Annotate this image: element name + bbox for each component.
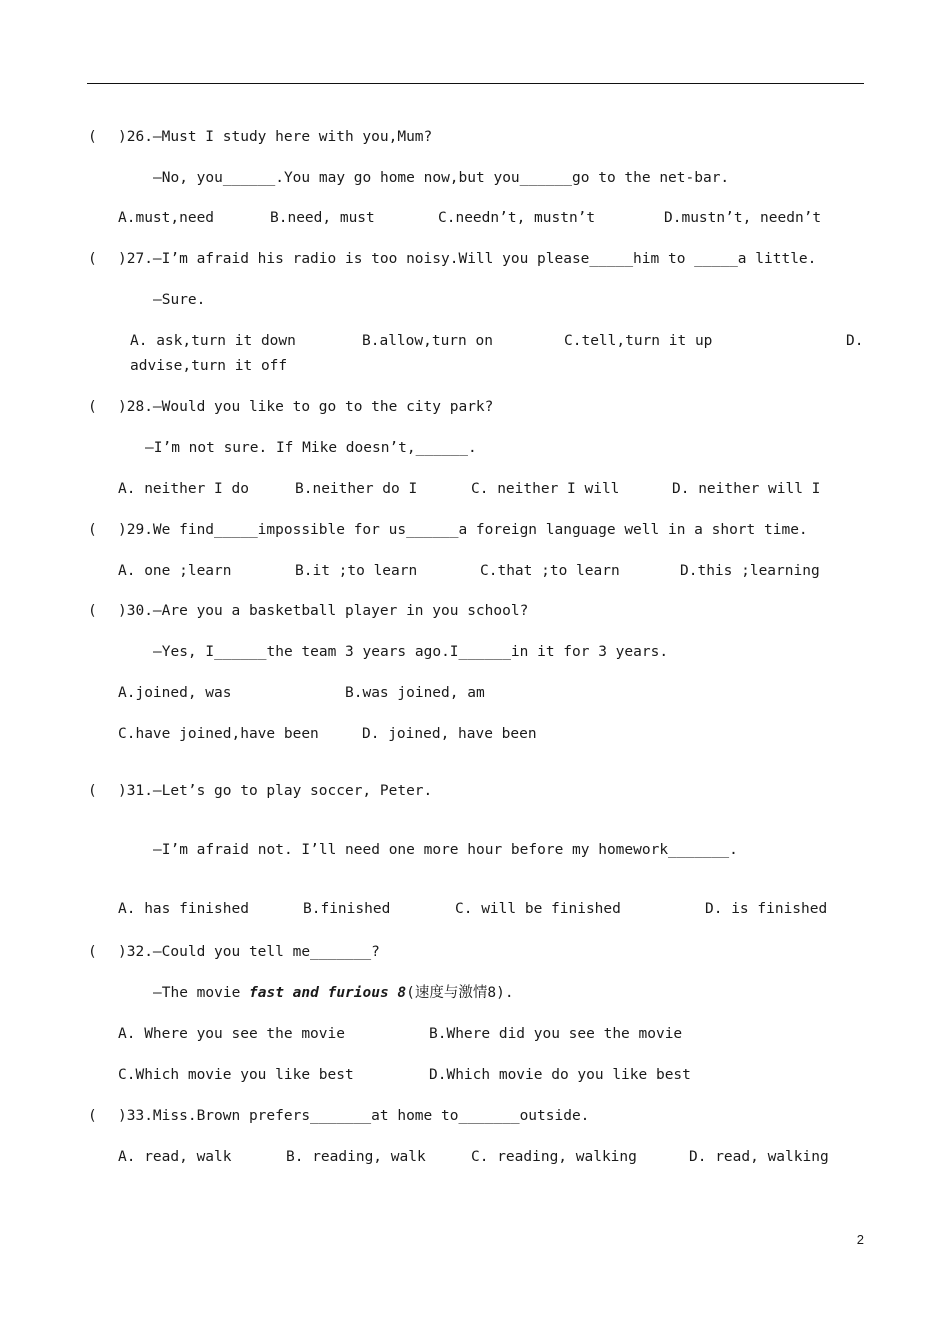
question-reply: —No, you______.You may go home now,but you______go to the net-bar. (153, 170, 730, 186)
answer-paren[interactable]: ( (88, 129, 97, 145)
option-a: A.must,need (118, 210, 215, 226)
question-stem: )33.Miss.Brown prefers_______at home to_______outside. (118, 1108, 590, 1124)
answer-paren[interactable]: ( (88, 1108, 97, 1124)
question-reply: —Sure. (153, 292, 206, 308)
question-stem: )32.—Could you tell me_______? (118, 944, 380, 960)
option-b: B.need, must (270, 210, 375, 226)
option-d: D.Which movie do you like best (429, 1067, 691, 1083)
option-c: C.that ;to learn (480, 563, 620, 579)
answer-paren[interactable]: ( (88, 522, 97, 538)
option-a: A. neither I do (118, 481, 249, 497)
question-stem: )30.—Are you a basketball player in you school? (118, 603, 529, 619)
option-c: C.Which movie you like best (118, 1067, 354, 1083)
question-stem: )26.—Must I study here with you,Mum? (118, 129, 433, 145)
option-b: B.allow,turn on (362, 333, 493, 349)
option-b: B.Where did you see the movie (429, 1026, 683, 1042)
answer-paren[interactable]: ( (88, 783, 97, 799)
option-a: A. ask,turn it down (130, 333, 296, 349)
reply-suffix: (速度与激情8). (406, 985, 514, 1001)
option-c: C.needn’t, mustn’t (438, 210, 596, 226)
option-d: D.mustn’t, needn’t (664, 210, 822, 226)
movie-title: fast and furious 8 (249, 985, 407, 1001)
question-stem: )28.—Would you like to go to the city park? (118, 399, 494, 415)
page-number: 2 (856, 1232, 864, 1247)
option-a: A. has finished (118, 901, 249, 917)
question-stem: )31.—Let’s go to play soccer, Peter. (118, 783, 433, 799)
question-reply (153, 984, 514, 1002)
option-c: C. reading, walking (471, 1149, 637, 1165)
reply-prefix: —The movie (153, 985, 250, 1001)
option-b: B.neither do I (295, 481, 418, 497)
question-reply: —Yes, I______the team 3 years ago.I______in it for 3 years. (153, 644, 669, 660)
answer-paren[interactable]: ( (88, 399, 97, 415)
option-b: B.it ;to learn (295, 563, 418, 579)
option-c: C.tell,turn it up (564, 333, 713, 349)
option-b: B.finished (303, 901, 391, 917)
option-a: A.joined, was (118, 685, 232, 701)
question-reply: —I’m not sure. If Mike doesn’t,______. (145, 440, 477, 456)
option-a: A. read, walk (118, 1149, 232, 1165)
option-a: A. Where you see the movie (118, 1026, 345, 1042)
option-c: C.have joined,have been (118, 726, 319, 742)
question-stem: )27.—I’m afraid his radio is too noisy.Will you please_____him to _____a little. (118, 251, 817, 267)
answer-paren[interactable]: ( (88, 251, 97, 267)
option-b: B. reading, walk (286, 1149, 426, 1165)
question-stem: )29.We find_____impossible for us______a foreign language well in a short time. (118, 522, 808, 538)
option-d: D.this ;learning (680, 563, 820, 579)
option-d: D. read, walking (689, 1149, 829, 1165)
option-d: D. joined, have been (362, 726, 537, 742)
answer-paren[interactable]: ( (88, 944, 97, 960)
header-rule (87, 83, 864, 84)
option-a: A. one ;learn (118, 563, 232, 579)
option-d: D. neither will I (672, 481, 821, 497)
option-d-label: D. (846, 333, 864, 349)
option-d: advise,turn it off (130, 358, 288, 374)
answer-paren[interactable]: ( (88, 603, 97, 619)
option-b: B.was joined, am (345, 685, 485, 701)
option-c: C. will be finished (455, 901, 621, 917)
question-reply: —I’m afraid not. I’ll need one more hour before my homework_______. (153, 842, 738, 858)
option-c: C. neither I will (471, 481, 620, 497)
option-d: D. is finished (705, 901, 828, 917)
